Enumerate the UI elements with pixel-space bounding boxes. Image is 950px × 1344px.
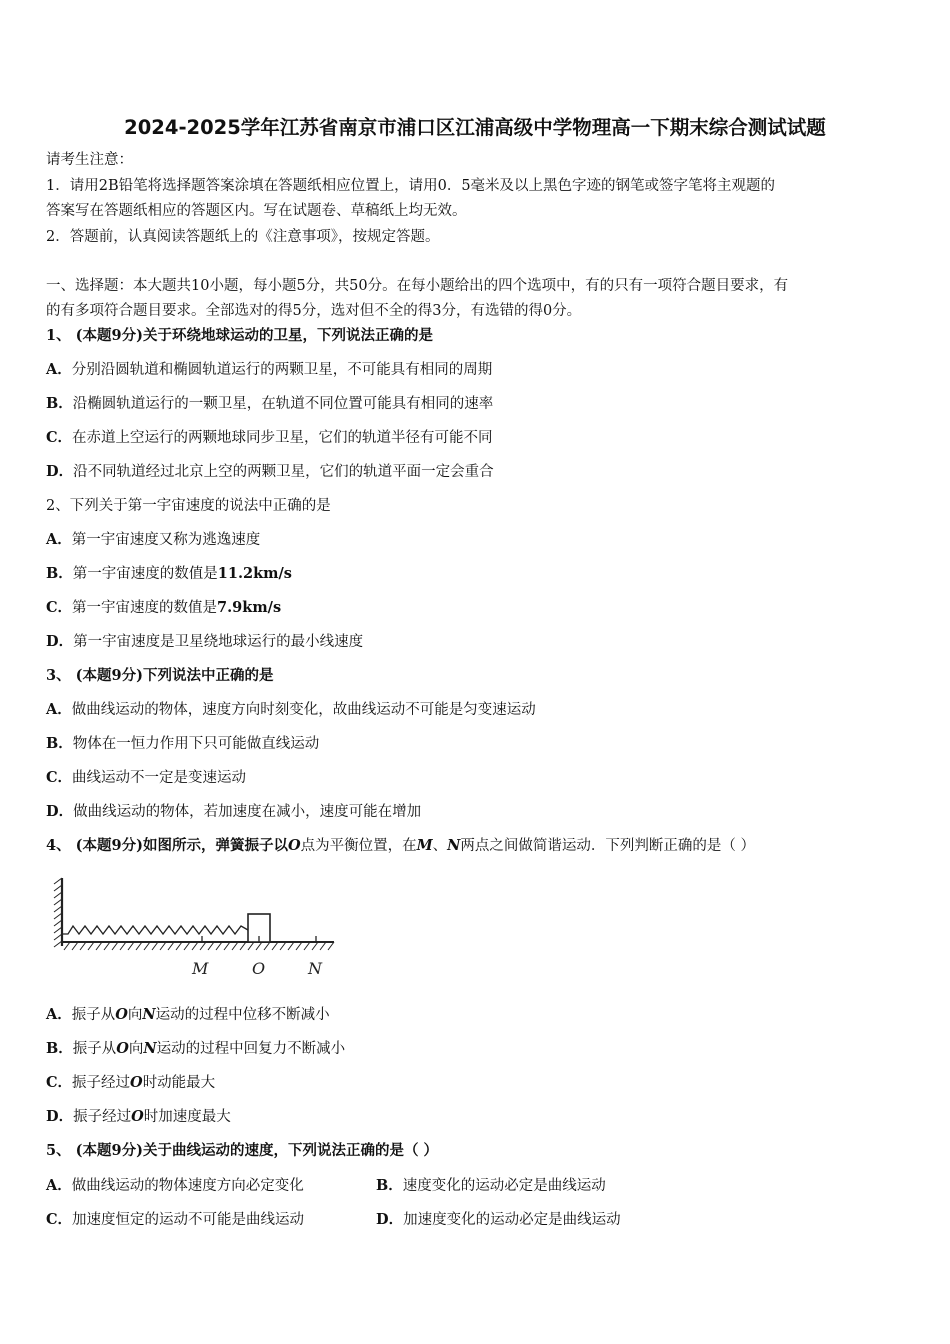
q4-sym-m: M bbox=[416, 837, 433, 854]
q3-option-d-text: 做曲线运动的物体，若加速度在减小，速度可能在增加 bbox=[73, 804, 422, 820]
q2-stem: 2、下列关于第一宇宙速度的说法中正确的是 bbox=[46, 498, 331, 514]
q4-sym-n: N bbox=[447, 837, 461, 854]
q4-option-d-pre: 振子经过 bbox=[73, 1109, 132, 1125]
q4-stem-a: 4、 (本题9分)如图所示，弹簧振子以 bbox=[46, 837, 288, 854]
q3-option-a bbox=[46, 700, 536, 720]
q4-option-d-o: O bbox=[131, 1108, 144, 1125]
q4-stem-b: 点为平衡位置，在 bbox=[300, 838, 417, 854]
q2-option-d bbox=[46, 632, 363, 652]
q4-option-d bbox=[46, 1107, 231, 1127]
q2-option-b-label: B． bbox=[46, 565, 73, 582]
q3-option-c bbox=[46, 768, 246, 788]
q5-option-d-label: D． bbox=[376, 1211, 404, 1228]
q3-option-d-label: D． bbox=[46, 803, 74, 820]
label-o: O bbox=[252, 959, 266, 978]
q3-stem bbox=[46, 666, 273, 686]
q4-option-a-mid: 向 bbox=[127, 1007, 143, 1023]
floor-hatch bbox=[64, 942, 334, 950]
q1-option-b-label: B． bbox=[46, 395, 73, 412]
q4-option-b-n: N bbox=[143, 1040, 157, 1057]
notice-item-2: 2．答题前，认真阅读答题纸上的《注意事项》，按规定答题。 bbox=[46, 229, 440, 245]
q1-option-c-label: C． bbox=[46, 429, 73, 446]
q1-option-a-label: A． bbox=[46, 361, 72, 378]
q5-option-c-label: C． bbox=[46, 1211, 73, 1228]
q2-option-c-text: 第一宇宙速度的数值是 bbox=[72, 600, 218, 616]
label-m: M bbox=[192, 959, 209, 978]
q4-option-c-label: C． bbox=[46, 1074, 73, 1091]
q3-option-c-text: 曲线运动不一定是变速运动 bbox=[72, 770, 247, 786]
q3-option-b-text: 物体在一恒力作用下只可能做直线运动 bbox=[72, 736, 320, 752]
q2-option-b bbox=[46, 564, 292, 584]
q1-option-c bbox=[46, 428, 493, 448]
q2-option-a-text: 第一宇宙速度又称为逃逸速度 bbox=[71, 532, 261, 548]
q4-option-b-pre: 振子从 bbox=[72, 1041, 117, 1057]
q5-option-b-text: 速度变化的运动必定是曲线运动 bbox=[402, 1178, 606, 1194]
q5-stem bbox=[46, 1141, 438, 1161]
q4-option-b-label: B． bbox=[46, 1040, 73, 1057]
q5-option-d bbox=[376, 1210, 621, 1230]
q4-option-d-label: D． bbox=[46, 1108, 74, 1125]
notice-heading: 请考生注意： bbox=[46, 152, 133, 168]
q3-option-b bbox=[46, 734, 319, 754]
q4-option-b bbox=[46, 1039, 345, 1059]
q4-option-d-post: 时加速度最大 bbox=[143, 1109, 231, 1125]
q4-option-a-pre: 振子从 bbox=[71, 1007, 116, 1023]
q3-stem-text: 3、 (本题9分)下列说法中正确的是 bbox=[46, 667, 274, 684]
q1-option-b-text: 沿椭圆轨道运行的一颗卫星，在轨道不同位置可能具有相同的速率 bbox=[72, 396, 494, 412]
q5-option-c bbox=[46, 1210, 304, 1230]
q3-option-c-label: C． bbox=[46, 769, 73, 786]
page-title: 2024-2025学年江苏省南京市浦口区江浦高级中学物理高一下期末综合测试试题 bbox=[124, 116, 826, 139]
q2-option-d-label: D． bbox=[46, 633, 74, 650]
q2-option-a-label: A． bbox=[46, 531, 72, 548]
q4-option-c bbox=[46, 1073, 215, 1093]
notice-item-1b: 答案写在答题纸相应的答题区内。写在试题卷、草稿纸上均无效。 bbox=[46, 203, 467, 219]
notice-item-1a: 1．请用2B铅笔将选择题答案涂填在答题纸相应位置上，请用0．5毫米及以上黑色字迹的钢笔或签字笔将主观题的 bbox=[46, 178, 776, 194]
q3-option-a-text: 做曲线运动的物体，速度方向时刻变化，故曲线运动不可能是匀变速运动 bbox=[71, 702, 536, 718]
q1-option-d-text: 沿不同轨道经过北京上空的两颗卫星，它们的轨道平面一定会重合 bbox=[73, 464, 494, 480]
wall-hatch bbox=[54, 878, 62, 947]
q4-option-a-n: N bbox=[142, 1006, 156, 1023]
q1-option-c-text: 在赤道上空运行的两颗地球同步卫星，它们的轨道半径有可能不同 bbox=[72, 430, 493, 446]
q4-option-b-post: 运动的过程中回复力不断减小 bbox=[156, 1041, 346, 1057]
q2-option-c bbox=[46, 598, 281, 618]
q2-option-b-text: 第一宇宙速度的数值是 bbox=[72, 566, 218, 582]
q5-option-a-text: 做曲线运动的物体速度方向必定变化 bbox=[71, 1178, 304, 1194]
q2-option-d-text: 第一宇宙速度是卫星绕地球运行的最小线速度 bbox=[73, 634, 364, 650]
q2-option-a bbox=[46, 530, 260, 550]
q4-stem bbox=[46, 836, 755, 856]
q1-stem-text: 1、 (本题9分)关于环绕地球运动的卫星，下列说法正确的是 bbox=[46, 327, 433, 344]
q4-option-a-label: A． bbox=[46, 1006, 72, 1023]
q1-option-a-text: 分别沿圆轨道和椭圆轨道运行的两颗卫星，不可能具有相同的周期 bbox=[71, 362, 493, 378]
q4-option-a-post: 运动的过程中位移不断减小 bbox=[155, 1007, 330, 1023]
q5-option-b bbox=[376, 1176, 606, 1196]
q4-option-c-o: O bbox=[130, 1074, 143, 1091]
q3-option-a-label: A． bbox=[46, 701, 72, 718]
q1-option-d bbox=[46, 462, 494, 482]
q5-option-c-text: 加速度恒定的运动不可能是曲线运动 bbox=[72, 1212, 305, 1228]
q2-option-c-label: C． bbox=[46, 599, 73, 616]
spring-oscillator-figure bbox=[52, 874, 342, 984]
q3-option-d bbox=[46, 802, 421, 822]
q4-sym-o: O bbox=[287, 837, 301, 854]
q5-stem-text: 5、 (本题9分)关于曲线运动的速度，下列说法正确的是（ ） bbox=[46, 1142, 438, 1159]
q1-option-a bbox=[46, 360, 492, 380]
q5-option-b-label: B． bbox=[376, 1177, 403, 1194]
q2-option-b-value: 11.2km/s bbox=[217, 565, 292, 582]
q4-sep: 、 bbox=[432, 838, 448, 854]
q5-option-a-label: A． bbox=[46, 1177, 72, 1194]
section-instructions-2: 的有多项符合题目要求。全部选对的得5分，选对但不全的得3分，有选错的得0分。 bbox=[46, 303, 582, 319]
section-instructions-1: 一、选择题：本大题共10小题，每小题5分，共50分。在每小题给出的四个选项中，有的只有一项符合题目要求，有 bbox=[46, 278, 789, 294]
spring bbox=[62, 926, 248, 934]
q4-option-b-mid: 向 bbox=[128, 1041, 144, 1057]
q5-option-a bbox=[46, 1176, 304, 1196]
q1-stem bbox=[46, 326, 433, 346]
q4-option-b-o: O bbox=[116, 1040, 129, 1057]
q5-option-d-text: 加速度变化的运动必定是曲线运动 bbox=[403, 1212, 621, 1228]
q1-option-d-label: D． bbox=[46, 463, 74, 480]
q4-option-a bbox=[46, 1005, 330, 1025]
q4-stem-c: 两点之间做简谐运动．下列判断正确的是（ ） bbox=[460, 838, 756, 854]
q4-option-c-post: 时动能最大 bbox=[142, 1075, 216, 1091]
q4-option-c-pre: 振子经过 bbox=[72, 1075, 131, 1091]
q4-option-a-o: O bbox=[115, 1006, 128, 1023]
q3-option-b-label: B． bbox=[46, 735, 73, 752]
q2-option-c-value: 7.9km/s bbox=[217, 599, 282, 616]
q1-option-b bbox=[46, 394, 493, 414]
label-n: N bbox=[308, 959, 322, 978]
